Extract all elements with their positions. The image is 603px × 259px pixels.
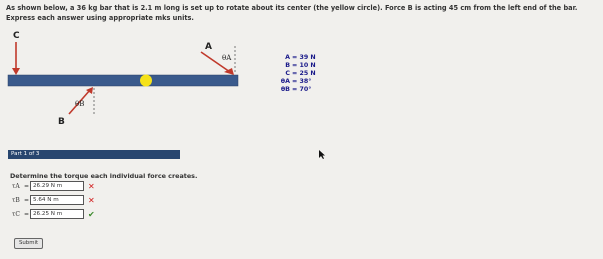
- bar: [8, 75, 238, 86]
- answer-label: τB: [12, 196, 20, 204]
- given-value: = 39 N: [292, 54, 316, 61]
- answer-label: τA: [12, 182, 20, 190]
- tau-a-input[interactable]: 26.29 N m: [30, 181, 84, 191]
- given-label: B: [285, 62, 290, 69]
- answer-row-tau-b: [12, 195, 95, 205]
- equals-sign: =: [24, 196, 30, 204]
- label-c: C: [13, 31, 20, 41]
- theta-b-label: θB: [75, 100, 85, 108]
- force-diagram: [6, 28, 306, 148]
- check-icon: ✔: [88, 209, 95, 219]
- wrong-icon: ✕: [88, 195, 95, 205]
- given-label: θB: [280, 86, 290, 93]
- part-header: Part 1 of 3: [8, 150, 180, 159]
- answer-row-tau-c: [12, 209, 95, 219]
- pivot-circle: [140, 75, 152, 87]
- wrong-icon: ✕: [88, 181, 95, 191]
- tau-b-input[interactable]: 5.64 N m: [30, 195, 84, 205]
- given-row: [278, 78, 316, 86]
- mouse-cursor-icon: [319, 150, 327, 160]
- equals-sign: =: [24, 182, 30, 190]
- tau-c-input[interactable]: 26.25 N m: [30, 209, 84, 219]
- given-row: [278, 54, 316, 62]
- problem-statement: As shown below, a 36 kg bar that is 2.1 m long is set up to rotate about its center (the yellow circle). Force B is acting 45 cm from the left end of the bar. Express each answer using appropriate mks units.: [6, 4, 578, 22]
- given-value: = 25 N: [292, 70, 316, 77]
- force-c-arrowhead: [12, 68, 20, 75]
- equals-sign: =: [24, 210, 30, 218]
- answer-row-tau-a: [12, 181, 95, 191]
- given-label: A: [285, 54, 290, 61]
- given-row: [278, 86, 316, 94]
- given-row: [278, 62, 316, 70]
- given-value: = 10 N: [292, 62, 316, 69]
- label-b: B: [58, 117, 65, 127]
- theta-a-label: θA: [222, 54, 232, 62]
- given-value: = 38°: [292, 78, 312, 85]
- part-instruction: Determine the torque each individual force creates.: [10, 172, 198, 180]
- given-row: [278, 70, 316, 78]
- submit-button[interactable]: Submit: [14, 238, 43, 249]
- given-label: θA: [280, 78, 290, 85]
- label-a: A: [205, 42, 212, 52]
- answer-label: τC: [12, 210, 20, 218]
- given-value: = 70°: [292, 86, 312, 93]
- given-values: [278, 54, 316, 94]
- given-label: C: [285, 70, 290, 77]
